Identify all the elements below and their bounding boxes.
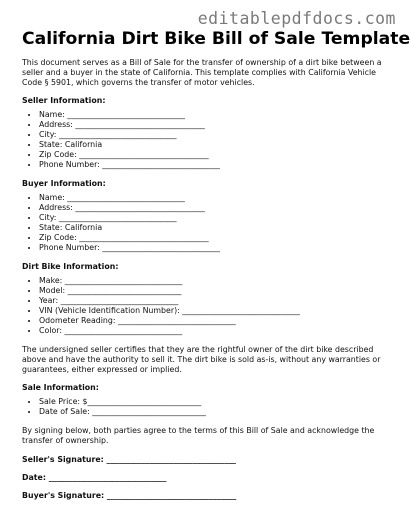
seller-heading: Seller Information: bbox=[22, 96, 106, 105]
bike-make-field: • Make: ______________________________ bbox=[39, 276, 394, 286]
buyer-name-field: • Name: ______________________________ bbox=[39, 193, 394, 203]
seller-city-field: • City: ______________________________ bbox=[39, 130, 394, 140]
seller-signature-line: Seller's Signature: _________________________________ bbox=[22, 455, 236, 464]
buyer-state-field: • State: California bbox=[39, 223, 394, 233]
buyer-address-field: • Address: _________________________________ bbox=[39, 203, 394, 213]
bike-odometer-field: • Odometer Reading: ______________________________ bbox=[39, 316, 394, 326]
sale-price-field: • Sale Price: $_____________________________ bbox=[39, 397, 394, 407]
buyer-signature-line: Buyer's Signature: _________________________________ bbox=[22, 491, 237, 500]
buyer-heading: Buyer Information: bbox=[22, 179, 106, 188]
agreement-paragraph: By signing below, both parties agree to the terms of this Bill of Sale and acknowledge the transfer of ownership. bbox=[22, 426, 375, 445]
seller-zip-field: • Zip Code: _________________________________ bbox=[39, 150, 394, 160]
buyer-city-field: • City: ______________________________ bbox=[39, 213, 394, 223]
sale-fields bbox=[22, 397, 394, 417]
bike-fields bbox=[22, 276, 394, 336]
document-title: California Dirt Bike Bill of Sale Template bbox=[22, 29, 410, 49]
bike-color-field: • Color: ______________________________ bbox=[39, 326, 394, 336]
bike-vin-field: • VIN (Vehicle Identification Number): ______________________________ bbox=[39, 306, 394, 316]
buyer-zip-field: • Zip Code: _________________________________ bbox=[39, 233, 394, 243]
document-body bbox=[22, 58, 394, 509]
seller-name-field: • Name: ______________________________ bbox=[39, 110, 394, 120]
date-signature-line: Date: ______________________________ bbox=[22, 473, 167, 482]
watermark: editablepdfdocs.com bbox=[197, 9, 396, 28]
seller-fields bbox=[22, 110, 394, 170]
bike-year-field: • Year: ______________________________ bbox=[39, 296, 394, 306]
bike-heading: Dirt Bike Information: bbox=[22, 262, 119, 271]
buyer-phone-field: • Phone Number: ______________________________ bbox=[39, 243, 394, 253]
sale-date-field: • Date of Sale: _____________________________ bbox=[39, 407, 394, 417]
certification-paragraph: The undersigned seller certifies that they are the rightful owner of the dirt bike described above and have the authority to sell it. The dirt bike is sold as-is, without any warranties or guarantees, either expressed or implied. bbox=[22, 345, 381, 374]
seller-phone-field: • Phone Number: ______________________________ bbox=[39, 160, 394, 170]
intro-paragraph: This document serves as a Bill of Sale for the transfer of ownership of a dirt bike between a seller and a buyer in the state of California. This template complies with California Vehicle Code § 5901, which governs the transfer of motor vehicles. bbox=[22, 58, 382, 87]
seller-address-field: • Address: _________________________________ bbox=[39, 120, 394, 130]
buyer-fields bbox=[22, 193, 394, 253]
bike-model-field: • Model: _____________________________ bbox=[39, 286, 394, 296]
seller-state-field: • State: California bbox=[39, 140, 394, 150]
sale-heading: Sale Information: bbox=[22, 383, 99, 392]
